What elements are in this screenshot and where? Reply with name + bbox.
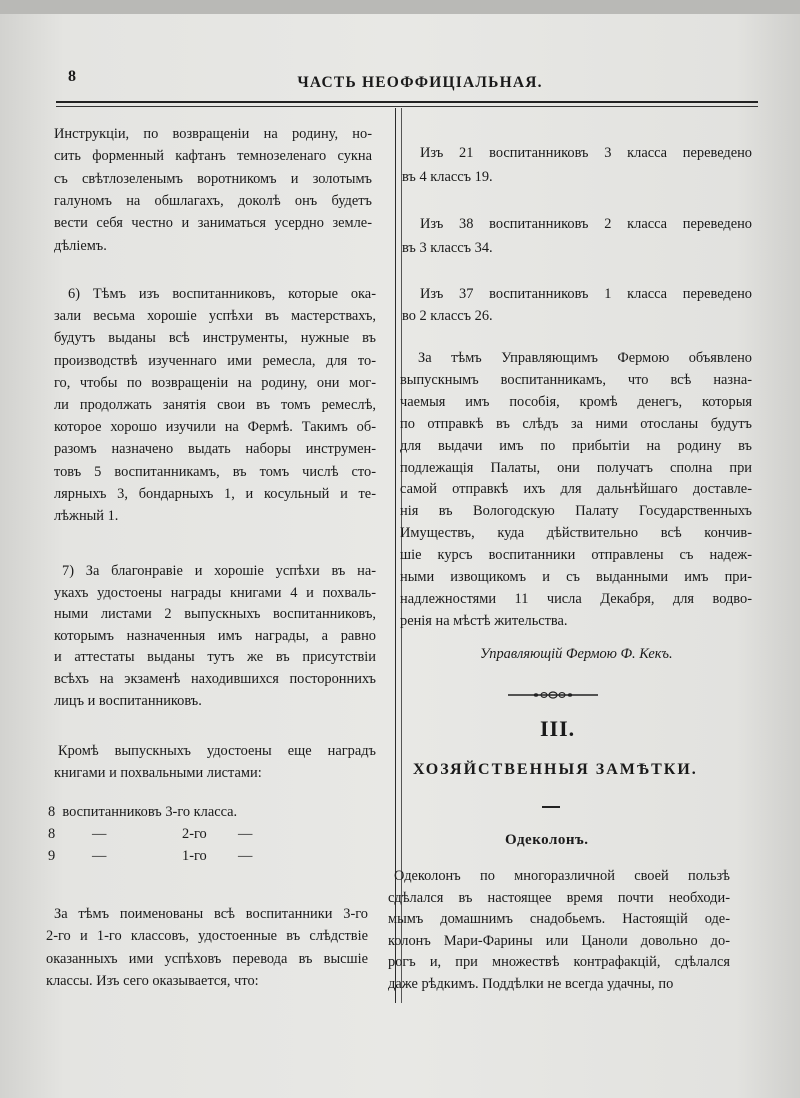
text-line: галуномъ на обшлагахъ, доколѣ онъ будетъ [54,192,372,209]
text-line: Инструкціи, по возвращеніи на родину, но- [54,126,372,142]
short-rule [542,806,560,808]
award-row: 8 воспитанниковъ 3-го класса. [48,804,238,820]
text-line: вести себя честно и заниматься усердно земле- [54,215,372,232]
text-line: даже рѣдкимъ. Поддѣлки не всегда удачны, по [388,976,674,992]
text-line: въ 3 классъ 34. [402,240,493,256]
text-line: лѣжный 1. [54,508,119,524]
page-number: 8 [68,68,76,85]
text-line: 7) За благонравіе и хорошіе успѣхи въ на- [62,563,376,579]
text-line: зали весьма хорошіе успѣхи въ мастерствахъ, [54,308,376,325]
header-rule-thin [56,106,758,107]
running-title: ЧАСТЬ НЕОФФИЦІАЛЬНАЯ. [297,74,543,91]
text-line: 6) Тѣмъ изъ воспитанниковъ, которые ока- [68,286,376,302]
text-line: Изъ 37 воспитанниковъ 1 класса переведено [420,286,752,302]
text-line: сдѣлался въ настоящее время почти необходи- [388,889,730,906]
text-line: надлежностями 11 числа Декабря, для водво- [400,590,752,607]
text-line: книгами и похвальными листами: [54,764,262,781]
text-line: выпускнымъ воспитанникамъ, что всѣ назна- [400,371,752,388]
text-line: Изъ 21 воспитанниковъ 3 класса переведено [420,145,752,161]
text-line: въ 4 классъ 19. [402,169,493,185]
signature: Управляющій Фермою Ф. Кекъ. [480,646,673,662]
text-line: товъ 5 воспитанникамъ, въ томъ числѣ сто- [54,463,376,480]
award-row: 9 — 1-го — [48,848,253,864]
scan-shadow [0,0,800,14]
text-line: шіе курсъ воспитанники отправлены съ надеж- [400,547,752,564]
text-line: нія въ Вологодскую Палату Государственныхъ [400,503,752,520]
text-line: укахъ удостоены награды книгами 4 и похваль- [54,584,376,601]
text-line: классы. Изъ сего оказывается, что: [46,972,259,989]
text-line: дѣліемъ. [54,237,107,254]
header-rule [56,101,758,103]
text-line: ли продолжать занятія свои въ томъ ремеслѣ, [54,397,376,413]
text-line: по отправкѣ въ слѣдъ за ними отосланы будутъ [400,415,752,432]
text-line: Кромѣ выпускныхъ удостоены еще наградъ [58,743,376,759]
text-line: 2-го и 1-го классовъ, удостоенные въ слѣдствіе [46,928,368,945]
text-line: подлежащія Палаты, они получатъ сполна при [400,459,752,476]
text-line: За тѣмъ Управляющимъ Фермою объявлено [418,350,752,366]
section-number: III. [540,716,576,741]
text-line: оказанныхъ ими успѣховъ перевода въ высшіе [46,950,368,967]
text-line: разомъ назначено выдать наборы инструмен- [54,441,376,458]
text-line: будутъ выданы всѣ инструменты, нужные въ [54,330,376,347]
text-line: рогъ и, при множествѣ контрафакцій, сдѣлался [388,954,730,971]
text-line: во 2 классъ 26. [402,308,493,324]
section-title: ХОЗЯЙСТВЕННЫЯ ЗАМѢТКИ. [413,761,698,778]
text-line: Изъ 38 воспитанниковъ 2 класса переведено [420,216,752,232]
ornament-divider [508,690,598,700]
text-line: го, чтобы по возвращеніи на родину, они мог- [54,374,376,391]
text-line: лярныхъ 3, бондарныхъ 1, и косульный и те- [54,485,376,502]
text-line: лицъ и воспитанниковъ. [54,692,202,709]
text-line: колонъ Мари-Фарины или Цаноли довольно до- [388,932,730,949]
text-line: самой отправкѣ ихъ для дальнѣйшаго доставле- [400,481,752,498]
article-subtitle: Одеколонъ. [505,832,589,848]
text-line: Имуществъ, куда дѣйствительно всѣ кончив- [400,525,752,542]
text-line: ренія на мѣстѣ жительства. [400,612,568,629]
text-line: съ свѣтлозеленымъ воротникомъ и золотымъ [54,170,372,187]
text-line: всѣхъ на экзаменѣ находившихся постороннихъ [54,671,376,687]
text-line: Одеколонъ по многоразличной своей пользѣ [394,868,730,884]
text-line: ными листами 2 выпускныхъ воспитанниковъ, [54,606,376,623]
text-line: За тѣмъ поименованы всѣ воспитанники 3-го [54,906,368,922]
text-line: сить форменный кафтанъ темнозеленаго сукна [54,148,372,165]
text-line: чаемыя имъ пособія, кромѣ денегъ, которыя [400,393,752,410]
text-line: которымъ назначенныя имъ награды, а равно [54,627,376,644]
text-line: ными извощикомъ и съ выданными имъ при- [400,569,752,585]
text-line: мымъ домашнимъ снадобьемъ. Настоящій оде- [388,911,730,928]
award-row: 8 — 2-го — [48,826,253,842]
text-line: и аттестаты выданы тутъ же въ присутствіи [54,649,376,666]
text-line: которое хорошо изучили на Фермѣ. Такимъ об- [54,419,376,436]
text-line: для выдачи имъ по прибытіи на родину въ [400,437,752,454]
text-line: производствѣ изученнаго ими ремесла, для то- [54,352,376,369]
